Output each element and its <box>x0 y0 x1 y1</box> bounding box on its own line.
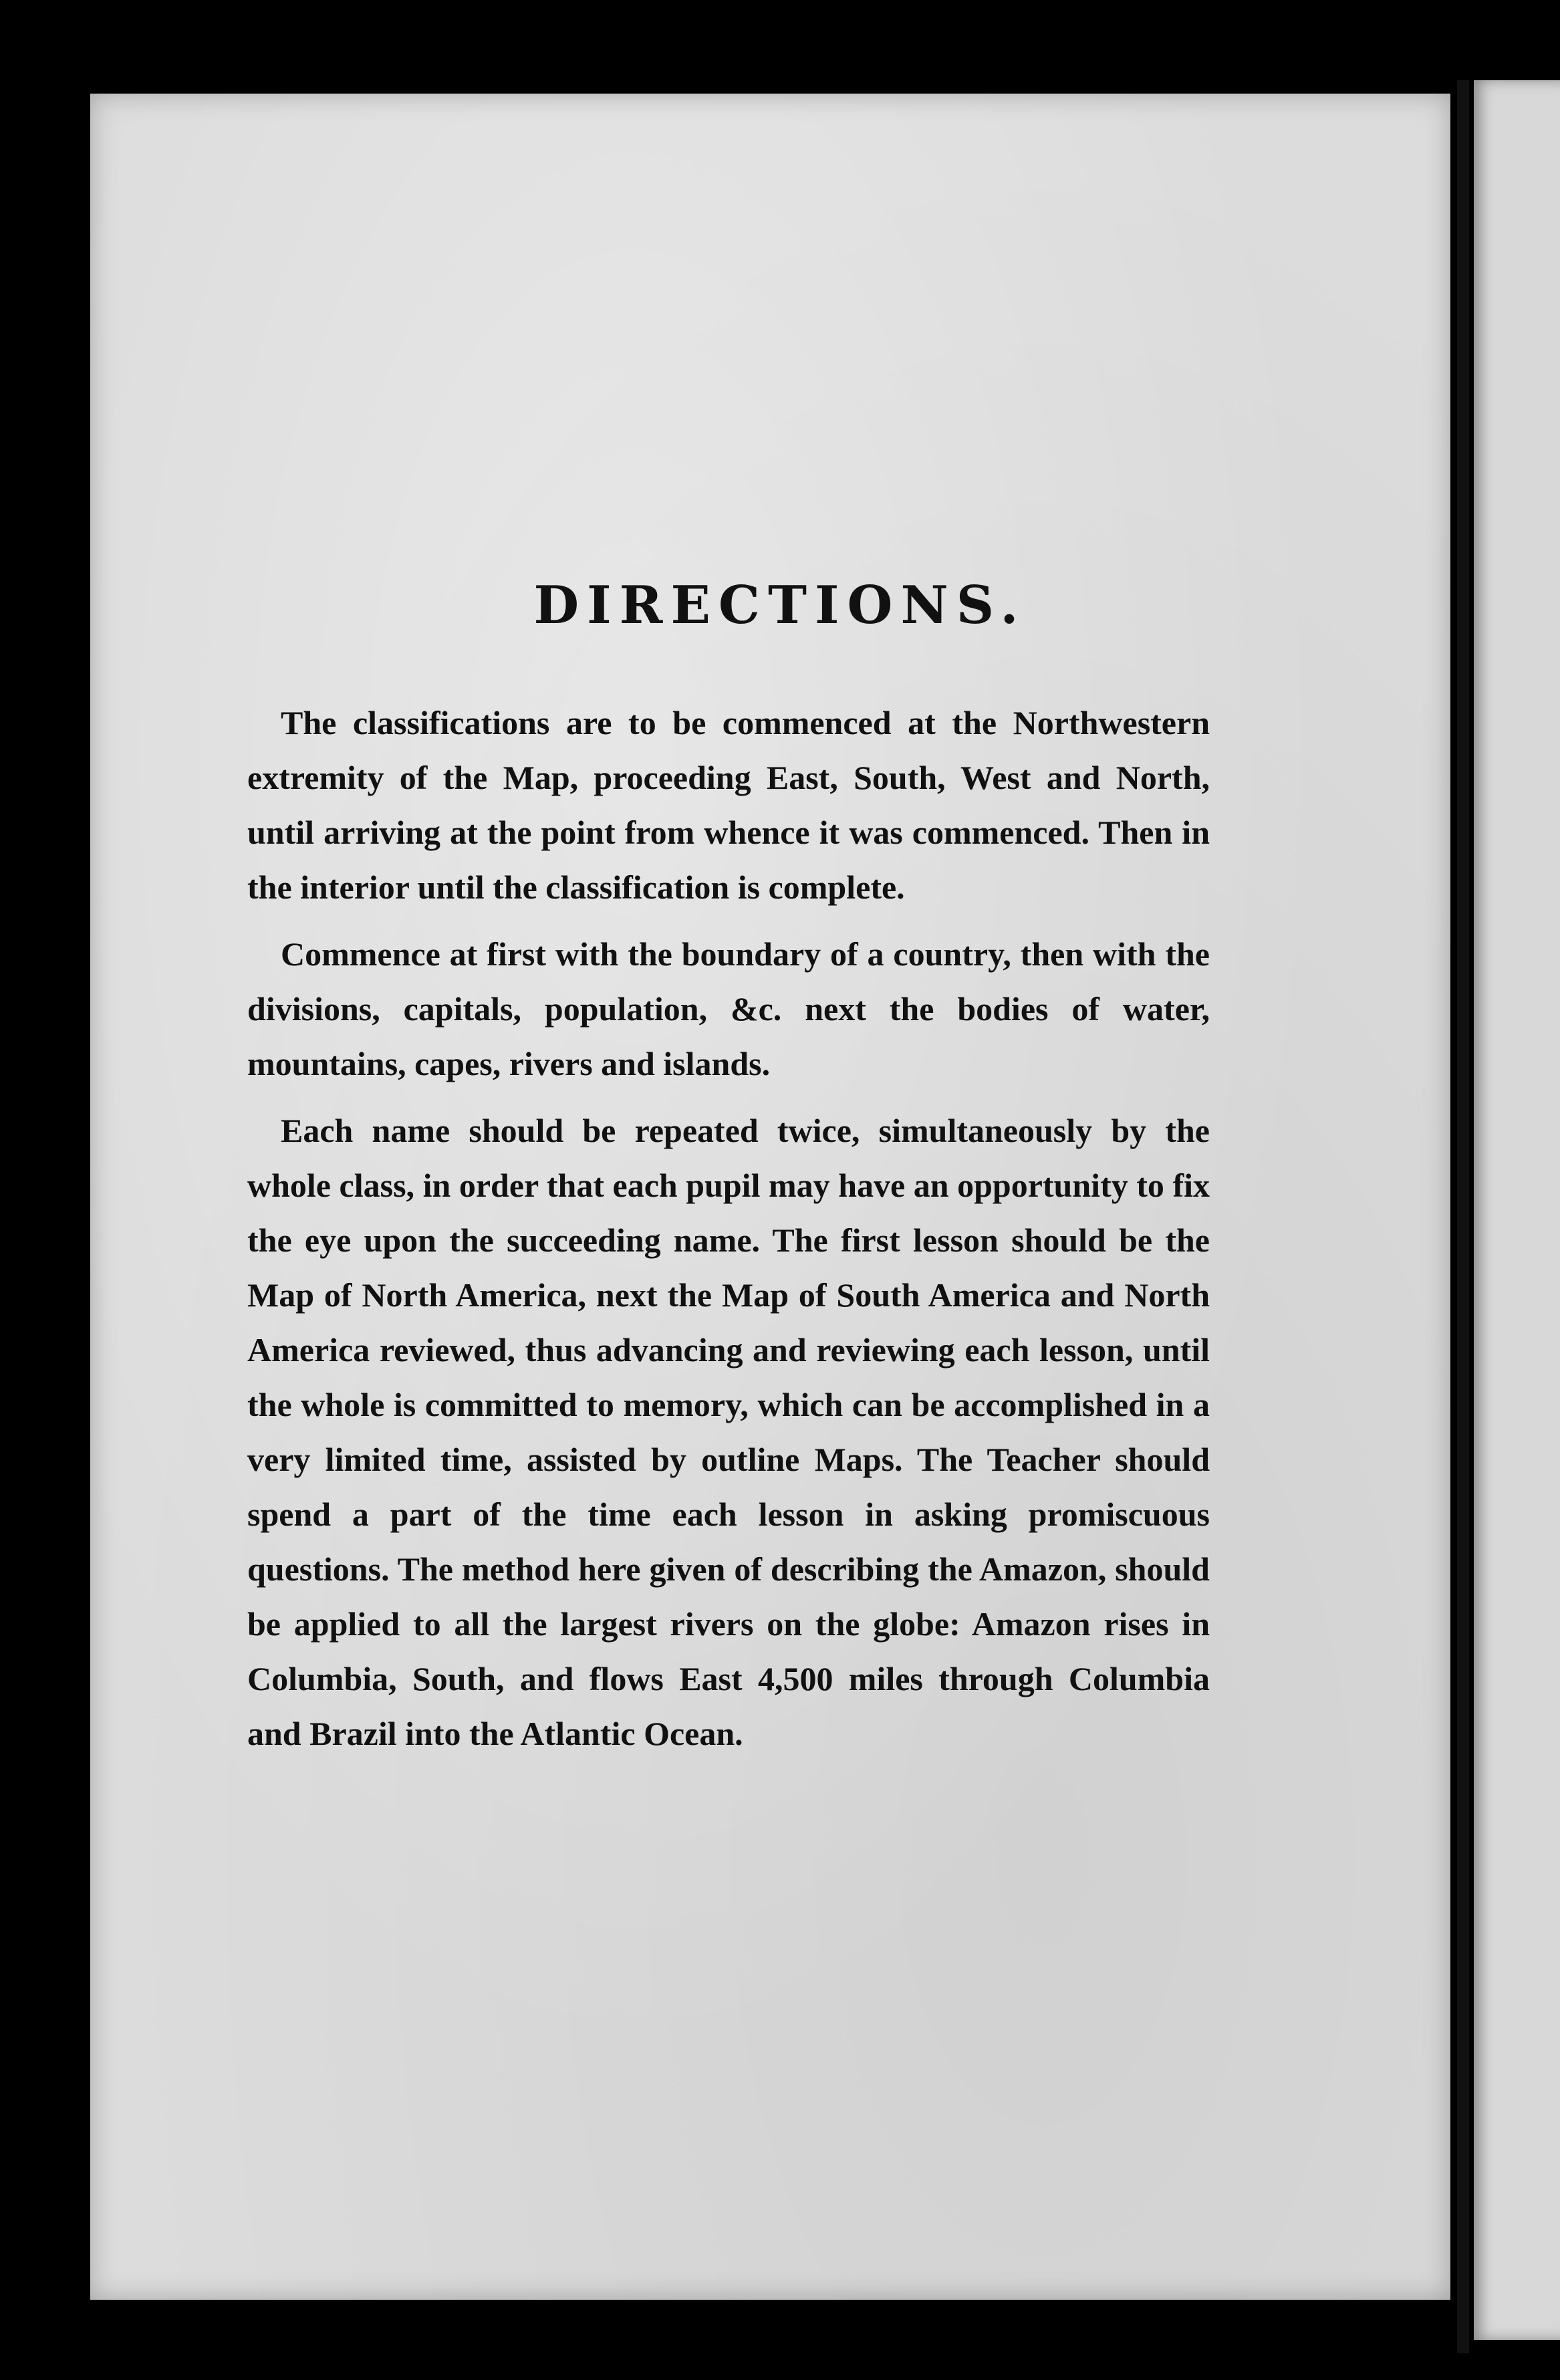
directions-body <box>247 695 1210 1773</box>
page-gutter <box>1457 80 1469 2353</box>
paragraph-commence: Commence at first with the boundary of a country, then with the divisions, capitals, population, &c. next the bodies of water, mountains, capes, rivers and islands. <box>247 935 1210 1082</box>
adjacent-page-edge <box>1474 80 1560 2340</box>
paragraph-classifications: The classifications are to be commenced at the Northwestern extremity of the Map, proceeding East, South, West and North, until arriving at the point from whence it was commenced. Then in the interior until the classification is complete. <box>247 704 1210 906</box>
page-title: DIRECTIONS. <box>533 575 1027 636</box>
paragraph-each-name: Each name should be repeated twice, simultaneously by the whole class, in order that each pupil may have an opportunity to fix the eye upon the succeeding name. The first lesson should be the Map of North America, next the Map of South America and North America reviewed, thus advancing and reviewing each lesson, until the whole is committed to memory, which can be accomplished in a very limited time, assisted by outline Maps. The Teacher should spend a part of the time each lesson in asking promiscuous questions. The method here given of describing the Amazon, should be applied to all the largest rivers on the globe: Amazon rises in Columbia, South, and flows East 4,500 miles through Columbia and Brazil into the Atlantic Ocean. <box>247 1112 1210 1752</box>
